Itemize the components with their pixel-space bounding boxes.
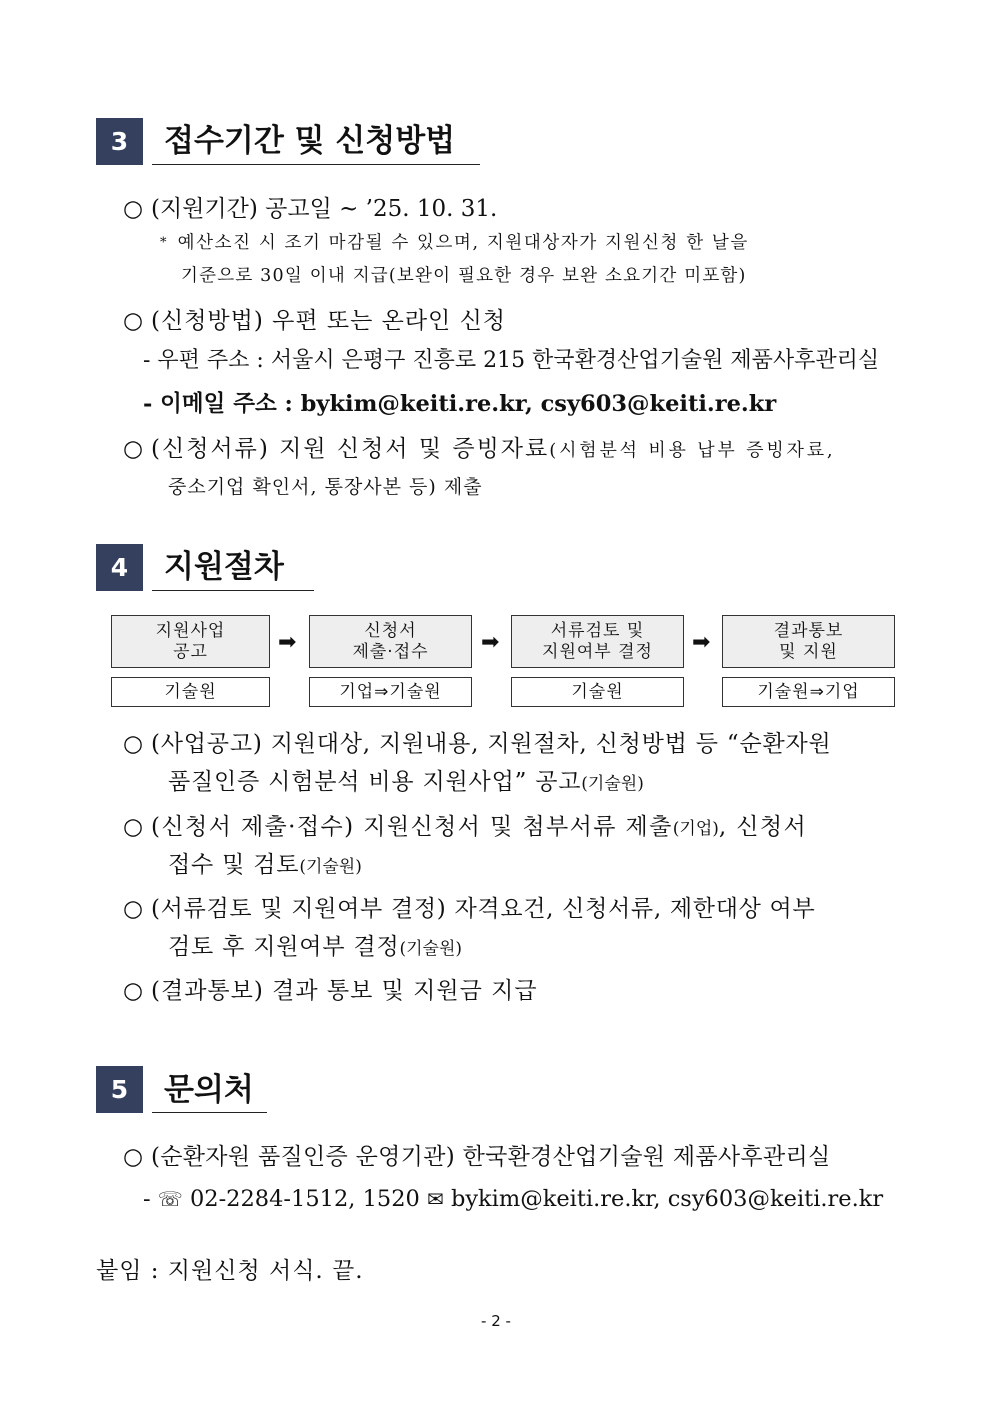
bullet-icon: ○ <box>123 1144 144 1170</box>
procedure-line2: 검토 후 지원여부 결정(기술원) <box>168 934 463 960</box>
section-number: 5 <box>96 1066 143 1113</box>
bullet-icon: ○ <box>123 436 144 462</box>
procedure-item: ○ (결과통보) 결과 통보 및 지원금 지급 <box>123 978 538 1004</box>
flow-step: 신청서 제출·접수 <box>309 615 472 668</box>
arrow-right-icon: ➡ <box>481 630 500 655</box>
period-note-line2: 기준으로 30일 이내 지급(보완이 필요한 경우 보완 소요기간 미포함) <box>181 266 747 286</box>
email-address: - 이메일 주소 : bykim@keiti.re.kr, csy603@keiti.re.kr <box>143 391 777 417</box>
contact-details: - ☏ 02-2284-1512, 1520 ✉ bykim@keiti.re.kr, csy603@keiti.re.kr <box>143 1186 884 1212</box>
section-underline <box>152 164 480 165</box>
section-title: 접수기간 및 신청방법 <box>164 123 456 159</box>
bullet-icon: ○ <box>123 814 144 840</box>
docs-line2: 중소기업 확인서, 통장사본 등) 제출 <box>168 476 483 498</box>
flow-step: 서류검토 및 지원여부 결정 <box>511 615 684 668</box>
procedure-item: ○ (사업공고) 지원대상, 지원내용, 지원절차, 신청방법 등 “순환자원 <box>123 731 832 757</box>
bullet-icon: ○ <box>123 196 144 222</box>
docs-item: ○ (신청서류) 지원 신청서 및 증빙자료(시험분석 비용 납부 증빙자료, <box>123 436 836 462</box>
flow-actor: 기술원 <box>111 677 270 707</box>
section-underline <box>152 1112 267 1113</box>
procedure-line2: 품질인증 시험분석 비용 지원사업” 공고(기술원) <box>168 769 644 795</box>
phone-icon: ☏ <box>157 1187 183 1211</box>
bullet-icon: ○ <box>123 308 144 334</box>
method-item <box>123 306 506 336</box>
procedure-item: ○ (신청서 제출·접수) 지원신청서 및 첨부서류 제출(기업), 신청서 <box>123 814 808 840</box>
flow-step: 지원사업 공고 <box>111 615 270 668</box>
flow-actor: 기업⇒기술원 <box>309 677 472 707</box>
page-number: - 2 - <box>481 1312 511 1330</box>
note-mark: * <box>160 235 167 251</box>
arrow-right-icon: ➡ <box>278 630 297 655</box>
bullet-icon: ○ <box>123 896 144 922</box>
bullet-icon: ○ <box>123 731 144 757</box>
method-text: (신청방법) 우편 또는 온라인 신청 <box>151 308 507 334</box>
flow-actor: 기술원 <box>511 677 684 707</box>
mail-icon: ✉ <box>427 1187 444 1211</box>
procedure-item: ○ (서류검토 및 지원여부 결정) 자격요건, 신청서류, 제한대상 여부 <box>123 896 816 922</box>
period-note-line1: * 예산소진 시 조기 마감될 수 있으며, 지원대상자가 지원신청 한 날을 <box>160 233 749 253</box>
arrow-right-icon: ➡ <box>692 630 711 655</box>
flow-step: 결과통보 및 지원 <box>722 615 895 668</box>
section-title: 문의처 <box>164 1072 254 1108</box>
section-title: 지원절차 <box>164 549 284 585</box>
contact-item: ○ (순환자원 품질인증 운영기관) 한국환경산업기술원 제품사후관리실 <box>123 1144 831 1170</box>
flow-actor: 기술원⇒기업 <box>722 677 895 707</box>
section-number: 4 <box>96 544 143 591</box>
section-number: 3 <box>96 118 143 165</box>
period-text: (지원기간) 공고일 ~ ’25. 10. 31. <box>151 196 498 222</box>
period-item <box>123 194 497 224</box>
phone-number: 02-2284-1512, 1520 <box>189 1186 420 1212</box>
contact-email: bykim@keiti.re.kr, csy603@keiti.re.kr <box>450 1186 884 1212</box>
attachment-note: 붙임 : 지원신청 서식. 끝. <box>96 1258 364 1284</box>
procedure-line2: 접수 및 검토(기술원) <box>168 852 362 878</box>
bullet-icon: ○ <box>123 978 144 1004</box>
section-underline <box>152 590 314 591</box>
post-address: - 우편 주소 : 서울시 은평구 진흥로 215 한국환경산업기술원 제품사후관리실 <box>143 348 880 373</box>
